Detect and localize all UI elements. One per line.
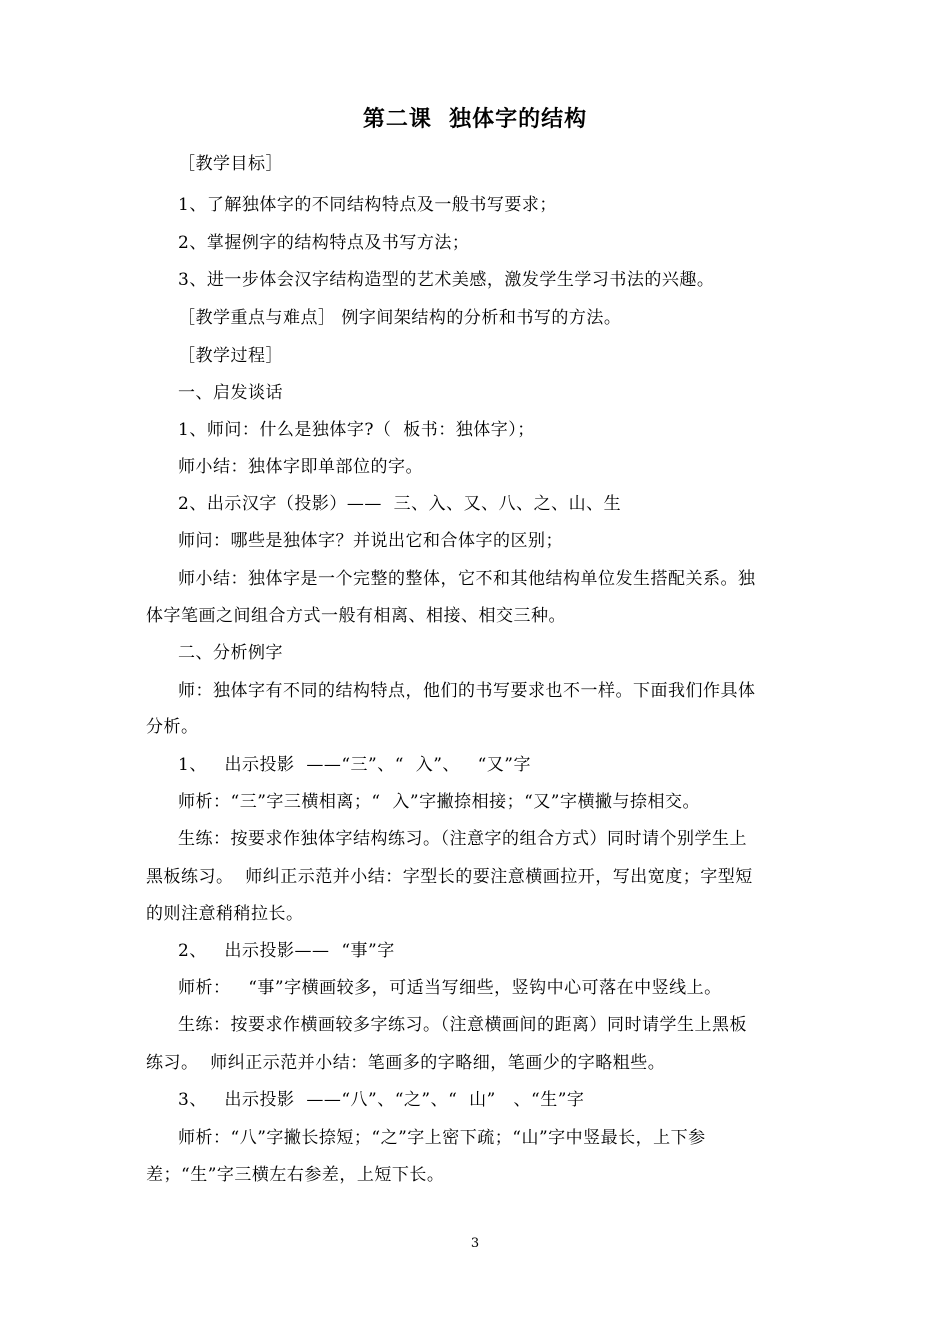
paragraph-line: 2、 出示投影—— “事”字 <box>178 941 395 961</box>
paragraph-line: 分析。 <box>146 717 199 737</box>
paragraph-line: 师小结：独体字是一个完整的整体，它不和其他结构单位发生搭配关系。独 <box>178 569 756 589</box>
paragraph-line: 差；“生”字三横左右参差，上短下长。 <box>146 1165 445 1185</box>
section-heading-process: ［教学过程］ <box>178 346 283 366</box>
subsection-heading: 一、启发谈话 <box>178 383 283 403</box>
paragraph-line: 师析： “事”字横画较多，可适当写细些，竖钩中心可落在中竖线上。 <box>178 978 722 998</box>
paragraph-line: 的则注意稍稍拉长。 <box>146 904 304 924</box>
page-number: 3 <box>470 1236 480 1251</box>
paragraph-line: 师析：“八”字撇长捺短；“之”字上密下疏；“山”字中竖最长，上下参 <box>178 1128 706 1148</box>
paragraph-line: 1、 出示投影 ——“三”、“ 入”、 “又”字 <box>178 755 531 775</box>
section-heading-key-points: ［教学重点与难点］ 例字间架结构的分析和书写的方法。 <box>178 308 622 328</box>
paragraph-line: 师问：哪些是独体字？并说出它和合体字的区别； <box>178 531 563 551</box>
paragraph-line: 2、掌握例字的结构特点及书写方法； <box>178 233 470 253</box>
subsection-heading: 二、分析例字 <box>178 643 283 663</box>
paragraph-line: 3、 出示投影 ——“八”、“之”、“ 山” 、“生”字 <box>178 1090 585 1110</box>
paragraph-line: 3、进一步体会汉字结构造型的艺术美感，激发学生学习书法的兴趣。 <box>178 270 715 290</box>
paragraph-line: 师析：“三”字三横相离；“ 入”字撇捺相接；“又”字横撇与捺相交。 <box>178 792 700 812</box>
paragraph-line: 生练：按要求作独体字结构练习。（注意字的组合方式）同时请个别学生上 <box>178 829 747 849</box>
paragraph-line: 体字笔画之间组合方式一般有相离、相接、相交三种。 <box>146 606 566 626</box>
page-title: 第二课 独体字的结构 <box>362 106 588 132</box>
paragraph-line: 练习。 师纠正示范并小结：笔画多的字略细，笔画少的字略粗些。 <box>146 1053 666 1073</box>
paragraph-line: 2、出示汉字（投影）—— 三、入、又、八、之、山、生 <box>178 494 622 514</box>
paragraph-line: 生练：按要求作横画较多字练习。（注意横画间的距离）同时请学生上黑板 <box>178 1015 747 1035</box>
paragraph-line: 1、师问：什么是独体字?（ 板书：独体字）； <box>178 420 535 440</box>
paragraph-line: 黑板练习。 师纠正示范并小结：字型长的要注意横画拉开，写出宽度；字型短 <box>146 867 753 887</box>
paragraph-line: 师：独体字有不同的结构特点，他们的书写要求也不一样。下面我们作具体 <box>178 681 756 701</box>
section-heading-objectives: ［教学目标］ <box>178 154 283 174</box>
paragraph-line: 师小结：独体字即单部位的字。 <box>178 457 423 477</box>
paragraph-line: 1、了解独体字的不同结构特点及一般书写要求； <box>178 195 557 215</box>
